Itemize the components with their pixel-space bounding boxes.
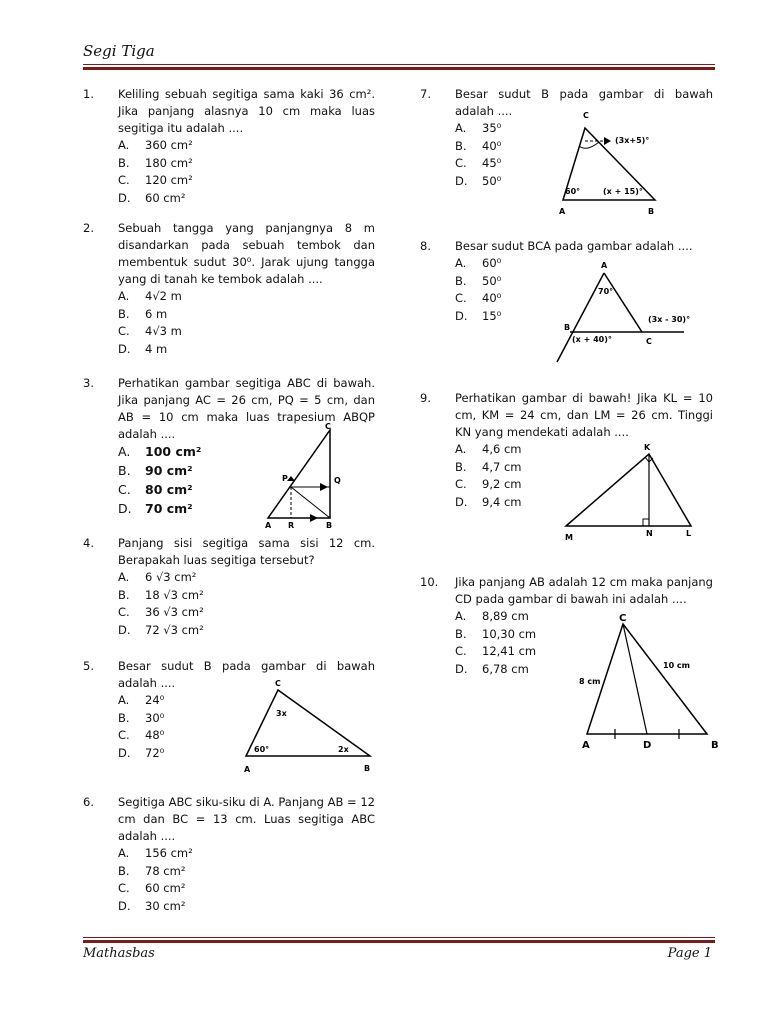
option-a[interactable]: A. 6 √3 cm²	[118, 570, 197, 584]
option-a[interactable]: A. 360 cm²	[118, 138, 193, 152]
option-a[interactable]: A. 100 cm²	[118, 444, 202, 459]
option-c[interactable]: C. 12,41 cm	[455, 644, 537, 658]
figure-q8-triangle	[552, 256, 692, 368]
option-a[interactable]: A. 8,89 cm	[455, 609, 529, 623]
figure-q7-triangle	[555, 108, 675, 218]
angle-b: (x + 15)°	[603, 187, 643, 196]
angle-a: 60°	[565, 187, 581, 196]
question-text: Besar sudut BCA pada gambar adalah ....	[455, 239, 693, 253]
length-ac: 8 cm	[579, 677, 601, 686]
options-list	[118, 288, 375, 358]
option-c[interactable]: C. 45⁰	[455, 156, 502, 170]
label-b: B	[364, 764, 371, 773]
option-c[interactable]: C. 60 cm²	[118, 881, 186, 895]
option-d[interactable]: D. 72⁰	[118, 745, 165, 760]
option-d[interactable]: D. 60 cm²	[118, 190, 186, 205]
options-list	[118, 137, 375, 207]
label-l: L	[686, 529, 692, 538]
page-title: Segi Tiga	[83, 42, 155, 60]
option-a[interactable]: A. 60⁰	[455, 256, 502, 270]
option-c[interactable]: C. 48⁰	[118, 728, 165, 742]
label-q: Q	[334, 476, 341, 485]
label-c: C	[619, 613, 627, 624]
label-b: B	[711, 740, 719, 751]
option-d[interactable]: D. 70 cm²	[118, 501, 193, 516]
option-d[interactable]: D. 30 cm²	[118, 898, 186, 913]
footer-rule	[83, 937, 715, 943]
question-text: Segitiga ABC siku-siku di A. Panjang AB = 12 cm dan BC = 13 cm. Luas segitiga ABC adalah ....	[118, 795, 375, 843]
label-b: B	[326, 521, 333, 530]
label-a: A	[559, 207, 566, 216]
angle-a: 70°	[598, 287, 614, 296]
option-a[interactable]: A. 4√2 m	[118, 289, 182, 303]
label-c: C	[583, 111, 589, 120]
option-b[interactable]: B. 6 m	[118, 306, 168, 321]
length-bc: 10 cm	[663, 661, 690, 670]
option-b[interactable]: B. 18 √3 cm²	[118, 587, 204, 602]
figure-q5-triangle	[238, 676, 378, 776]
option-b[interactable]: B. 78 cm²	[118, 863, 186, 878]
option-a[interactable]: A. 156 cm²	[118, 846, 193, 860]
option-b[interactable]: B. 4,7 cm	[455, 459, 522, 474]
option-c[interactable]: C. 120 cm²	[118, 173, 193, 187]
label-a: A	[265, 521, 272, 530]
label-b: B	[564, 323, 571, 332]
option-a[interactable]: A. 35⁰	[455, 121, 502, 135]
label-b: B	[648, 207, 655, 216]
question-text: Sebuah tangga yang panjangnya 8 m disandarkan pada sebuah tembok dan membentuk sudut 30⁰. Jarak ujung tangga yang di tanah ke tembok adalah ....	[118, 221, 375, 286]
option-b[interactable]: B. 180 cm²	[118, 155, 193, 170]
angle-a: 60°	[254, 745, 270, 754]
figure-q10-triangle	[575, 610, 725, 755]
page-number: Page 1	[667, 946, 712, 961]
label-p: P	[282, 474, 288, 483]
question-text: Jika panjang AB adalah 12 cm maka panjang CD pada gambar di bawah ini adalah ....	[455, 575, 713, 606]
option-d[interactable]: D. 9,4 cm	[455, 494, 522, 509]
label-d: D	[643, 740, 652, 751]
angle-c: (3x+5)°	[615, 136, 650, 145]
question-text: Perhatikan gambar di bawah! Jika KL = 10 cm, KM = 24 cm, dan LM = 26 cm. Tinggi KN yang mendekati adalah ....	[455, 391, 713, 439]
option-b[interactable]: B. 50⁰	[455, 273, 502, 288]
label-c: C	[275, 679, 281, 688]
option-d[interactable]: D. 72 √3 cm²	[118, 622, 204, 637]
option-c[interactable]: C. 4√3 m	[118, 324, 182, 338]
label-a: A	[601, 261, 608, 270]
option-c[interactable]: C. 9,2 cm	[455, 477, 522, 491]
options-list	[118, 845, 375, 915]
figure-q9-triangle	[558, 440, 703, 544]
angle-b: (x + 40)°	[572, 335, 612, 344]
option-d[interactable]: D. 50⁰	[455, 173, 502, 188]
label-a: A	[244, 765, 251, 774]
option-d[interactable]: D. 6,78 cm	[455, 661, 529, 676]
option-d[interactable]: D. 15⁰	[455, 308, 502, 323]
angle-c: (3x - 30)°	[648, 315, 691, 324]
angle-c: 3x	[276, 709, 287, 718]
question-text: Besar sudut B pada gambar di bawah adalah ....	[118, 659, 375, 690]
label-m: M	[565, 533, 573, 542]
label-k: K	[644, 443, 651, 452]
header-rule	[83, 64, 715, 70]
option-b[interactable]: B. 10,30 cm	[455, 626, 537, 641]
option-a[interactable]: A. 4,6 cm	[455, 442, 522, 456]
label-c: C	[325, 422, 331, 431]
label-r: R	[288, 521, 295, 530]
option-c[interactable]: C. 36 √3 cm²	[118, 605, 204, 619]
option-b[interactable]: B. 90 cm²	[118, 463, 193, 478]
option-c[interactable]: C. 40⁰	[455, 291, 502, 305]
figure-q3-triangle	[260, 420, 360, 532]
option-a[interactable]: A. 24⁰	[118, 693, 165, 707]
question-text: Perhatikan gambar segitiga ABC di bawah. Jika panjang AC = 26 cm, PQ = 5 cm, dan AB = 10 cm maka luas trapesium ABQP adalah ....	[118, 376, 375, 441]
option-c[interactable]: C. 80 cm²	[118, 482, 193, 497]
label-a: A	[582, 740, 590, 751]
question-text: Besar sudut B pada gambar di bawah adalah ....	[455, 87, 713, 118]
label-n: N	[646, 529, 653, 538]
footer-author: Mathasbas	[83, 946, 155, 961]
option-b[interactable]: B. 30⁰	[118, 710, 165, 725]
question-text: Panjang sisi segitiga sama sisi 12 cm. Berapakah luas segitiga tersebut?	[118, 536, 375, 567]
options-list	[118, 569, 375, 639]
question-text: Keliling sebuah segitiga sama kaki 36 cm². Jika panjang alasnya 10 cm maka luas segitiga itu adalah ....	[118, 87, 375, 135]
option-b[interactable]: B. 40⁰	[455, 138, 502, 153]
option-d[interactable]: D. 4 m	[118, 341, 168, 356]
label-c: C	[646, 337, 652, 346]
angle-b: 2x	[338, 745, 349, 754]
